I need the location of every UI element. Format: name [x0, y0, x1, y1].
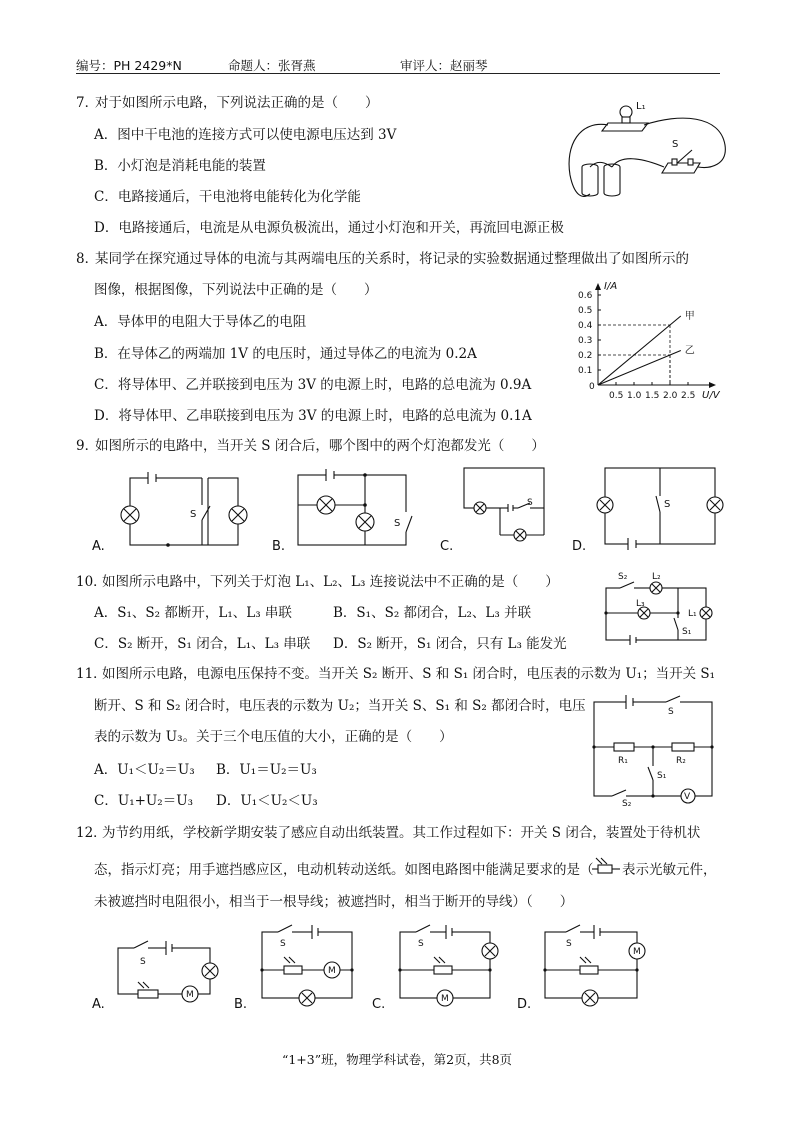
- y-tick-label: 0.3: [578, 336, 593, 346]
- photosensor-a: [138, 990, 158, 998]
- svg-text:L₁: L₁: [688, 609, 697, 619]
- q10-option-d: D．S₂ 断开，S₁ 闭合，只有 L₃ 能发光: [333, 636, 567, 652]
- label-s: S: [672, 139, 679, 150]
- q9-circuit-b: [272, 469, 412, 554]
- q9-circuit-d: [572, 468, 723, 554]
- q8-option-a: A．导体甲的电阻大于导体乙的电阻: [94, 314, 307, 330]
- q10-option-c: C．S₂ 断开，S₁ 闭合，L₁、L₃ 串联: [94, 636, 311, 652]
- svg-text:S: S: [280, 939, 286, 949]
- q11-stem-line1: 如图所示电路，电源电压保持不变。当开关 S₂ 断开、S 和 S₁ 闭合时，电压表的示数为 U₁；当开关 S₁: [102, 666, 716, 682]
- series-label-0: 甲: [684, 311, 695, 322]
- q12-option-b-letter: B.: [234, 997, 248, 1012]
- q9-option-c-letter: C.: [440, 539, 454, 554]
- series-line-0: [598, 316, 681, 385]
- photosensor-c: [434, 966, 452, 974]
- q12-option-a-letter: A.: [92, 997, 105, 1012]
- resistor-r2: [672, 743, 694, 751]
- q10-stem: 如图所示电路中，下列关于灯泡 L₁、L₂、L₃ 连接说法中不正确的是（ ）: [102, 574, 559, 590]
- q7-option-c: C．电路接通后，干电池将电能转化为化学能: [94, 189, 361, 205]
- x-tick-label: 2.5: [681, 391, 696, 401]
- q12-stem-line1: 为节约用纸，学校新学期安装了感应自动出纸装置。其工作过程如下：开关 S 闭合，装置处于待机状: [102, 825, 701, 841]
- q12-circuit-c: [372, 925, 498, 1012]
- svg-text:S: S: [664, 499, 671, 510]
- q9-figures: [90, 460, 730, 560]
- q8-stem-line1: 某同学在探究通过导体的电流与其两端电压的关系时，将记录的实验数据通过整理做出了如图所示的: [95, 251, 689, 267]
- series-label-1: 乙: [684, 345, 695, 357]
- svg-text:R₁: R₁: [618, 756, 628, 766]
- q11-circuit-figure: [588, 690, 718, 808]
- label-l1: L₁: [636, 101, 646, 112]
- x-tick-label: 2.0: [663, 391, 678, 401]
- q8-iu-chart: [570, 270, 720, 405]
- q10-circuit-figure: [598, 568, 720, 650]
- y-tick-label: 0.5: [578, 306, 593, 316]
- q12-stem-line2a: 态，指示灯亮；用手遮挡感应区，电动机转动送纸。如图电路图中能满足要求的是（: [94, 862, 594, 878]
- svg-text:S: S: [394, 518, 401, 529]
- svg-text:R₂: R₂: [676, 756, 686, 766]
- author: 命题人：张胥燕: [228, 58, 316, 73]
- q11-stem-line3: 表的示数为 U₃。关于三个电压值的大小，正确的是（ ）: [94, 729, 453, 745]
- x-tick-label: 0.5: [609, 391, 624, 401]
- svg-text:S₁: S₁: [657, 771, 667, 781]
- q9-option-b-letter: B.: [272, 539, 286, 554]
- y-tick-label: 0.2: [578, 351, 593, 361]
- q7-option-a: A．图中干电池的连接方式可以使电源电压达到 3V: [94, 127, 397, 143]
- photosensor-d: [580, 966, 598, 974]
- y-tick-label: 0.6: [578, 291, 593, 301]
- q7-option-b: B．小灯泡是消耗电能的装置: [94, 158, 266, 174]
- switch-board: [662, 163, 700, 173]
- q8-option-b: B．在导体乙的两端加 1V 的电压时，通过导体乙的电流为 0.2A: [94, 346, 477, 362]
- q12-circuit-d: [517, 925, 645, 1012]
- q12-stem-line2b: 表示光敏元件，: [622, 862, 717, 878]
- q10-option-b: B．S₁、S₂ 都闭合，L₂、L₃ 并联: [333, 605, 532, 621]
- svg-text:S: S: [668, 707, 674, 717]
- q12-option-d-letter: D.: [517, 997, 532, 1012]
- x-axis-label: U/V: [702, 390, 720, 401]
- page-footer: “1+3”班，物理学科试卷，第2页，共8页: [281, 1052, 513, 1067]
- svg-text:S: S: [527, 498, 533, 508]
- bulb-board: [602, 123, 648, 131]
- q7-option-d: D．电路接通后，电流是从电源负极流出，通过小灯泡和开关，再流回电源正极: [94, 220, 564, 236]
- q9-option-d-letter: D.: [572, 539, 587, 554]
- q9-stem: 如图所示的电路中，当开关 S 闭合后，哪个图中的两个灯泡都发光（ ）: [95, 438, 545, 454]
- svg-text:L₂: L₂: [652, 572, 661, 582]
- reviewer: 审评人：赵丽琴: [400, 58, 488, 73]
- svg-text:M: M: [186, 990, 194, 1000]
- x-tick-label: 1.5: [645, 391, 660, 401]
- svg-text:S: S: [140, 957, 146, 967]
- q10-option-a: A．S₁、S₂ 都断开，L₁、L₃ 串联: [94, 605, 292, 621]
- svg-text:S₂: S₂: [622, 799, 632, 809]
- q12-option-c-letter: C.: [372, 997, 386, 1012]
- svg-text:M: M: [328, 966, 336, 976]
- svg-text:M: M: [633, 947, 641, 957]
- q7-number: 7．: [76, 95, 99, 111]
- bulb-l1-icon: [620, 106, 632, 118]
- x-axis-arrow: [709, 382, 716, 388]
- q11-option-b: B．U₁＝U₂＝U₃: [216, 762, 317, 778]
- q12-stem-line3: 未被遮挡时电阻很小，相当于一根导线；被遮挡时，相当于断开的导线）（ ）: [94, 894, 574, 910]
- q12-circuit-b: [234, 925, 354, 1012]
- photosensor-b: [284, 966, 302, 974]
- series-line-1: [598, 351, 681, 386]
- y-tick-label: 0.4: [578, 321, 593, 331]
- x-tick-label: 1.0: [627, 391, 642, 401]
- photosensor-symbol-icon: [592, 858, 620, 874]
- q9-number: 9．: [76, 438, 99, 454]
- q12-figures: [90, 920, 730, 1015]
- svg-text:S₁: S₁: [682, 627, 692, 637]
- resistor-r1: [614, 743, 634, 751]
- y-axis-arrow: [595, 283, 601, 290]
- q12-number: 12．: [76, 825, 107, 841]
- q9-circuit-c: [440, 468, 544, 554]
- svg-text:S: S: [418, 939, 424, 949]
- q8-option-d: D．将导体甲、乙串联接到电压为 3V 的电源上时，电路的总电流为 0.1A: [94, 408, 532, 424]
- svg-text:S: S: [190, 509, 197, 520]
- q11-option-d: D．U₁＜U₂＜U₃: [216, 793, 318, 809]
- q8-stem-line2: 图像，根据图像，下列说法中正确的是（ ）: [94, 282, 378, 298]
- q11-option-c: C．U₁+U₂＝U₃: [94, 793, 194, 809]
- q7-stem: 对于如图所示电路，下列说法正确的是（ ）: [95, 95, 379, 111]
- q9-circuit-a: [92, 472, 247, 554]
- q8-option-c: C．将导体甲、乙并联接到电压为 3V 的电源上时，电路的总电流为 0.9A: [94, 377, 532, 393]
- q11-number: 11．: [76, 666, 107, 682]
- svg-text:M: M: [441, 994, 449, 1004]
- y-axis-label: I/A: [604, 281, 618, 292]
- q11-stem-line2: 断开、S 和 S₂ 闭合时，电压表的示数为 U₂；当开关 S、S₁ 和 S₂ 都闭合时，电压: [94, 698, 586, 714]
- svg-text:L₃: L₃: [636, 599, 645, 609]
- q9-option-a-letter: A.: [92, 539, 105, 554]
- svg-text:S: S: [566, 939, 572, 949]
- header-rule: [76, 73, 720, 74]
- q10-number: 10．: [76, 574, 107, 590]
- origin-label: 0: [589, 382, 595, 392]
- y-tick-label: 0.1: [578, 366, 593, 376]
- exam-code: 编号：PH 2429*N: [76, 58, 182, 73]
- wire-2: [644, 118, 725, 167]
- q7-circuit-figure: [560, 95, 730, 205]
- svg-text:V: V: [684, 792, 691, 802]
- q8-number: 8．: [76, 251, 99, 267]
- svg-text:S₂: S₂: [618, 572, 628, 582]
- q11-option-a: A．U₁＜U₂＝U₃: [94, 762, 195, 778]
- q12-circuit-a: [92, 941, 218, 1012]
